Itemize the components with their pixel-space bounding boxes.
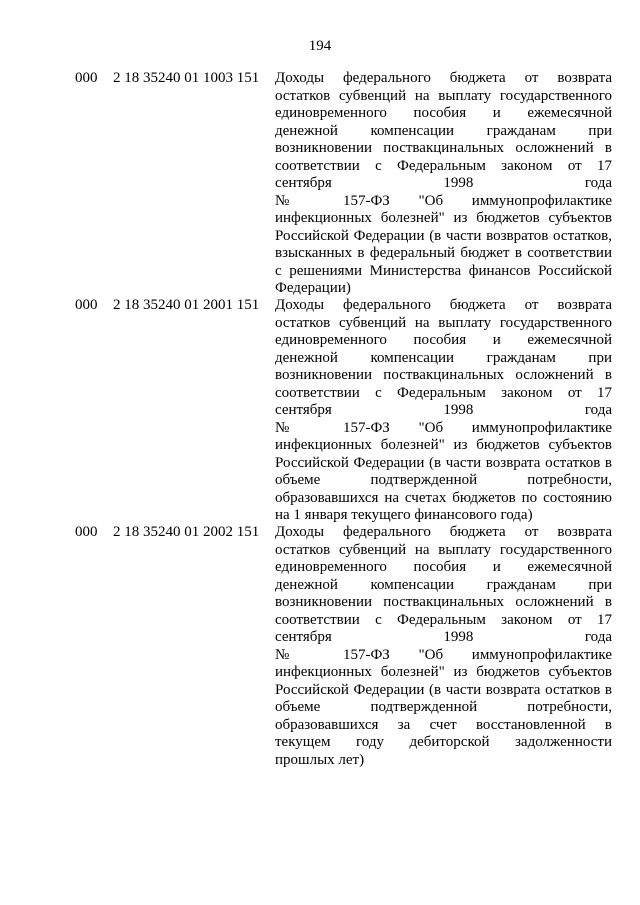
description-line: объеме подтвержденной потребности, <box>275 472 612 488</box>
description-line: Доходы федерального бюджета от возврата <box>275 70 612 86</box>
description-line: сентября 1998 года <box>275 175 612 191</box>
description-line: № 157-ФЗ "Об иммунопрофилактике <box>275 419 612 436</box>
description-line: возникновении поствакцинальных осложнений в <box>275 140 612 156</box>
table-row <box>0 524 640 769</box>
description-line: с решениями Министерства финансов Российской <box>275 262 612 279</box>
table-row <box>0 297 640 524</box>
description-line: денежной компенсации гражданам при <box>275 122 612 139</box>
description-line: взысканных в федеральный бюджет в соответствии <box>275 245 612 261</box>
admin-code: 000 <box>75 524 98 540</box>
table-row <box>0 70 640 297</box>
income-description <box>275 70 612 298</box>
description-line: денежной компенсации гражданам при <box>275 349 612 366</box>
description-line: остатков субвенций на выплату государственного <box>275 314 612 331</box>
description-line: соответствии с Федеральным законом от 17 <box>275 611 612 628</box>
description-line: возникновении поствакцинальных осложнений в <box>275 594 612 610</box>
description-line: объеме подтвержденной потребности, <box>275 699 612 715</box>
page-number: 194 <box>308 38 332 54</box>
description-line: образовавшихся за счет восстановленной в <box>275 716 612 733</box>
income-description <box>275 297 612 525</box>
description-line: денежной компенсации гражданам при <box>275 576 612 593</box>
description-line: Доходы федерального бюджета от возврата <box>275 524 612 540</box>
description-line: соответствии с Федеральным законом от 17 <box>275 157 612 174</box>
budget-classification-code: 2 18 35240 01 1003 151 <box>113 70 260 86</box>
description-line: на 1 января текущего финансового года) <box>275 507 533 523</box>
description-line: остатков субвенций на выплату государственного <box>275 541 612 558</box>
description-line: Федерации) <box>275 280 351 296</box>
admin-code: 000 <box>75 297 98 313</box>
description-line: Российской Федерации (в части возврата остатков в <box>275 454 612 471</box>
description-line: инфекционных болезней" из бюджетов субъектов <box>275 664 612 680</box>
description-line: № 157-ФЗ "Об иммунопрофилактике <box>275 192 612 209</box>
description-line: возникновении поствакцинальных осложнений в <box>275 367 612 383</box>
description-line: Доходы федерального бюджета от возврата <box>275 297 612 313</box>
admin-code: 000 <box>75 70 98 86</box>
description-line: Российской Федерации (в части возвратов остатков, <box>275 227 612 244</box>
description-line: инфекционных болезней" из бюджетов субъектов <box>275 210 612 226</box>
description-line: сентября 1998 года <box>275 629 612 645</box>
budget-classification-code: 2 18 35240 01 2001 151 <box>113 297 260 313</box>
description-line: единовременного пособия и ежемесячной <box>275 332 612 348</box>
description-line: соответствии с Федеральным законом от 17 <box>275 384 612 401</box>
description-line: сентября 1998 года <box>275 402 612 418</box>
description-line: Российской Федерации (в части возврата остатков в <box>275 681 612 698</box>
description-line: прошлых лет) <box>275 751 365 768</box>
description-line: № 157-ФЗ "Об иммунопрофилактике <box>275 646 612 663</box>
budget-classification-code: 2 18 35240 01 2002 151 <box>113 524 260 540</box>
description-line: единовременного пособия и ежемесячной <box>275 559 612 575</box>
description-line: образовавшихся на счетах бюджетов по состоянию <box>275 489 612 506</box>
description-line: инфекционных болезней" из бюджетов субъектов <box>275 437 612 453</box>
classification-table <box>0 70 640 769</box>
description-line: остатков субвенций на выплату государственного <box>275 87 612 104</box>
income-description <box>275 524 612 769</box>
description-line: текущем году дебиторской задолженности <box>275 734 612 750</box>
description-line: единовременного пособия и ежемесячной <box>275 105 612 121</box>
